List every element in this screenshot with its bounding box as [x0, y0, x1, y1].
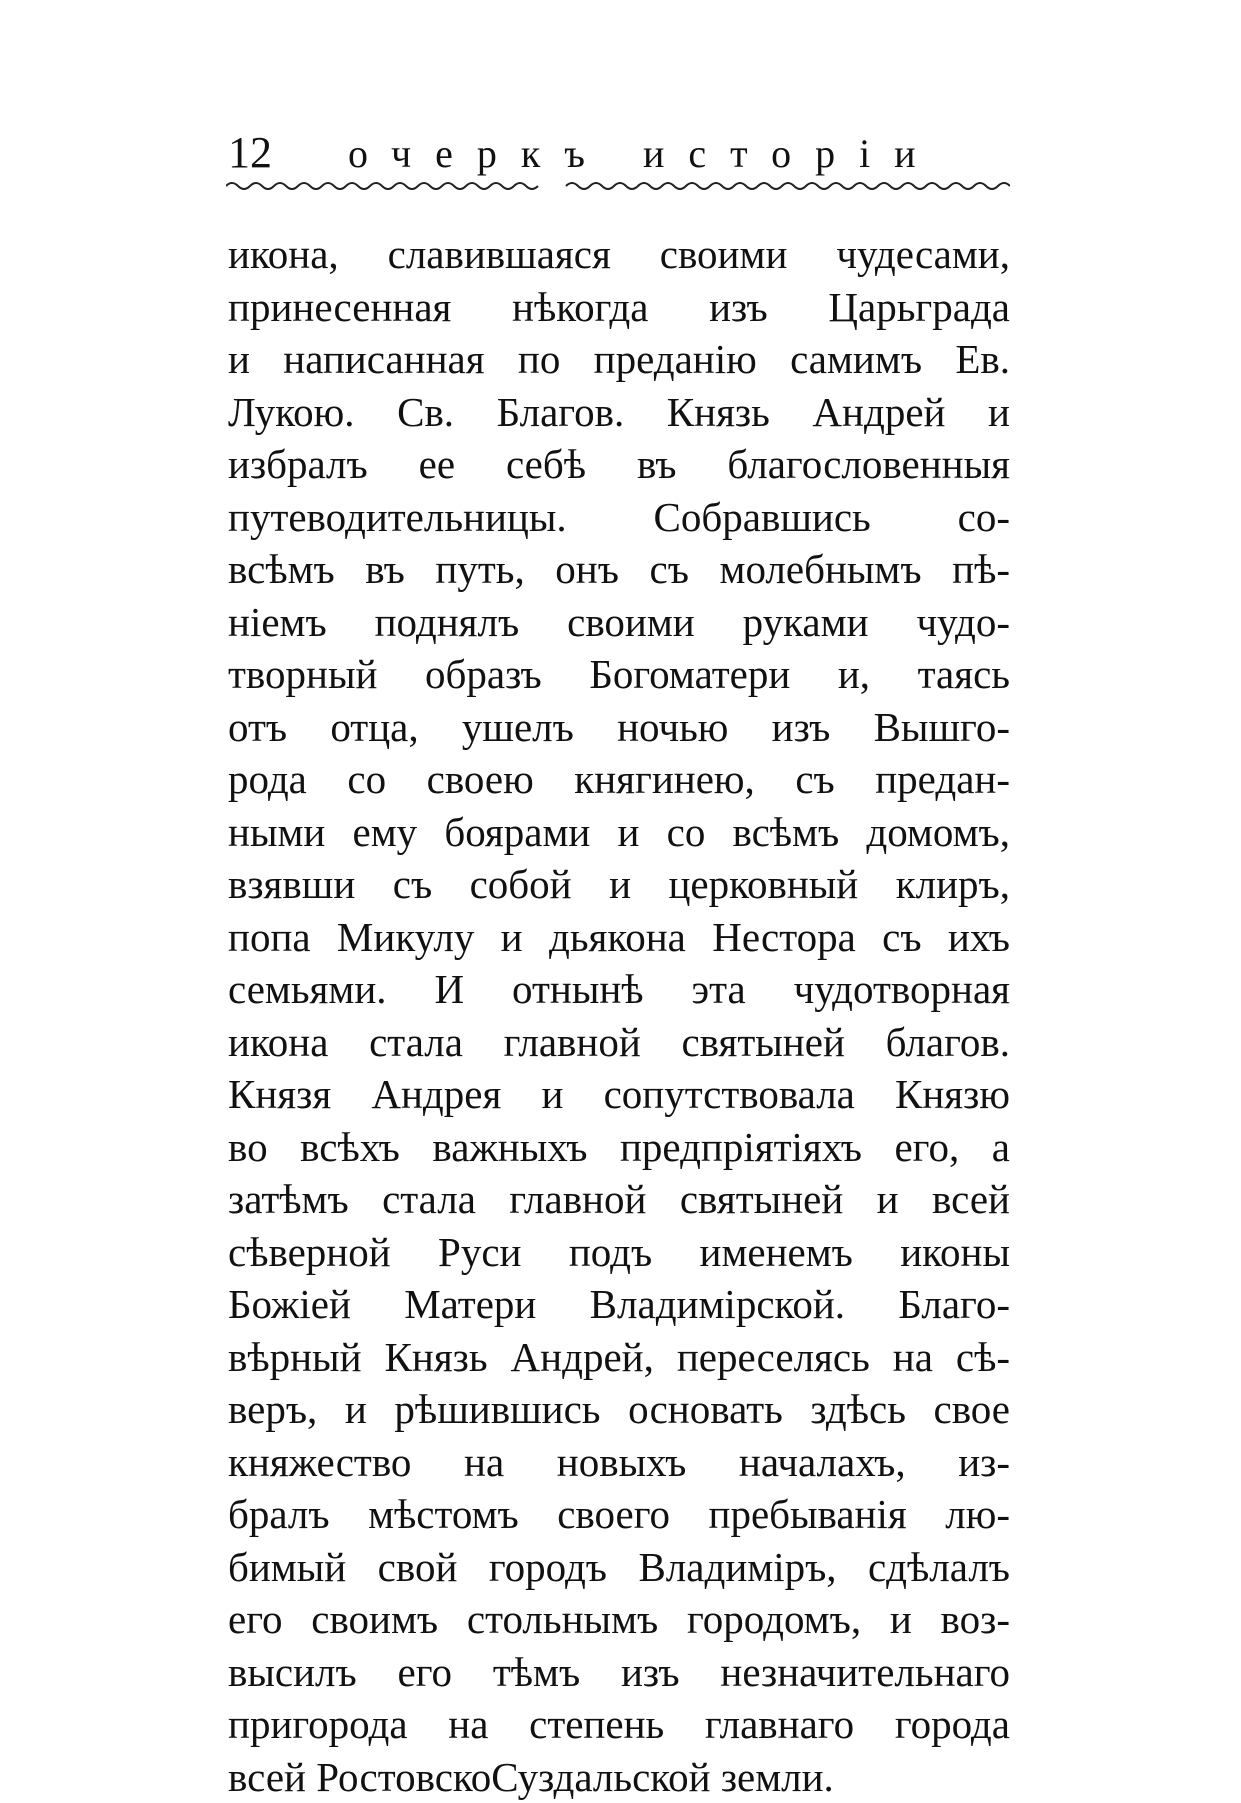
running-title: очеркъ исторіи — [348, 130, 940, 178]
text-line: княжество на новыхъ началахъ, из- — [228, 1436, 1010, 1489]
text-line: затѣмъ стала главной святыней и всей — [228, 1173, 1010, 1226]
text-line: путеводительницы. Собравшись со- — [228, 491, 1010, 544]
text-line: икона стала главной святыней благов. — [228, 1016, 1010, 1069]
text-line: всѣмъ въ путь, онъ съ молебнымъ пѣ- — [228, 543, 1010, 596]
text-line: икона, славившаяся своими чудесами, — [228, 228, 1010, 281]
text-line: высилъ его тѣмъ изъ незначительнаго — [228, 1646, 1010, 1699]
text-line: ніемъ поднялъ своими руками чудо- — [228, 596, 1010, 649]
text-line: попа Микулу и дьякона Нестора съ ихъ — [228, 911, 1010, 964]
text-line: во всѣхъ важныхъ предпріятіяхъ его, а — [228, 1121, 1010, 1174]
text-line: бимый свой городъ Владиміръ, сдѣлалъ — [228, 1541, 1010, 1594]
text-line: творный образъ Богоматери и, таясь — [228, 648, 1010, 701]
text-line: пригорода на степень главнаго города — [228, 1698, 1010, 1751]
text-line: ными ему боярами и со всѣмъ домомъ, — [228, 806, 1010, 859]
text-line: Лукою. Св. Благов. Князь Андрей и — [228, 386, 1010, 439]
text-line: Князя Андрея и сопутствовала Князю — [228, 1068, 1010, 1121]
text-line: отъ отца, ушелъ ночью изъ Вышго- — [228, 701, 1010, 754]
text-line: Божіей Матери Владимірской. Благо- — [228, 1278, 1010, 1331]
text-line: избралъ ее себѣ въ благословенныя — [228, 438, 1010, 491]
text-line: бралъ мѣстомъ своего пребыванія лю- — [228, 1488, 1010, 1541]
page-number: 12 — [228, 128, 272, 178]
text-line: сѣверной Руси подъ именемъ иконы — [228, 1226, 1010, 1279]
text-line: вѣрный Князь Андрей, переселясь на сѣ- — [228, 1331, 1010, 1384]
text-line: взявши съ собой и церковный клиръ, — [228, 858, 1010, 911]
text-line: и написанная по преданію самимъ Ев. — [228, 333, 1010, 386]
header-wavy-rule — [226, 178, 1010, 194]
text-line: всей РостовскоСуздальской земли. — [228, 1751, 1010, 1803]
body-text — [228, 228, 1010, 1803]
text-line: семьями. И отнынѣ эта чудотворная — [228, 963, 1010, 1016]
page-header — [228, 128, 1008, 178]
text-line: принесенная нѣкогда изъ Царьграда — [228, 281, 1010, 334]
text-line: рода со своею княгинею, съ предан- — [228, 753, 1010, 806]
text-line: его своимъ стольнымъ городомъ, и воз- — [228, 1593, 1010, 1646]
text-line: веръ, и рѣшившись основать здѣсь свое — [228, 1383, 1010, 1436]
